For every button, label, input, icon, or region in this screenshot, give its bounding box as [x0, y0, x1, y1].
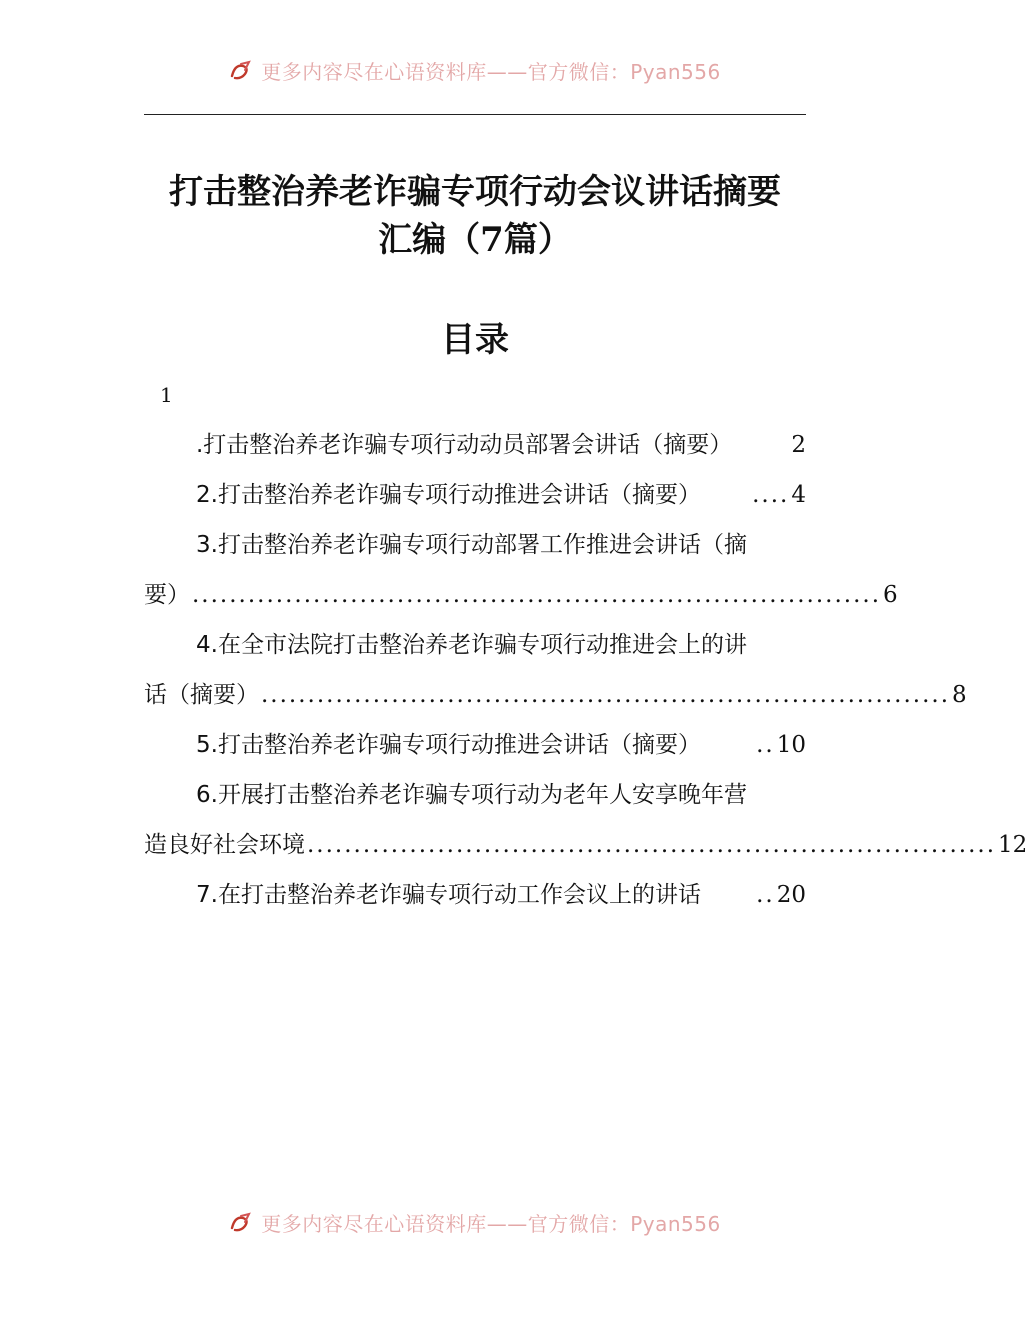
- toc-entry-title-continued: 话（摘要）: [144, 682, 259, 708]
- brand-logo-icon: [229, 1212, 255, 1239]
- title-line-1: 打击整治养老诈骗专项行动会议讲话摘要: [169, 172, 781, 212]
- toc-page-number: 4: [791, 482, 806, 508]
- title-line-2: 汇编（7篇）: [378, 220, 572, 260]
- brand-logo-icon: [229, 60, 255, 87]
- toc-orphan-number: 1: [160, 383, 173, 407]
- toc-entry-title: .打击整治养老诈骗专项行动动员部署会讲话（摘要）: [196, 432, 733, 458]
- toc-entry-6[interactable]: [144, 770, 1027, 870]
- header-rule: [144, 114, 806, 115]
- toc-entry-title: 4.在全市法院打击整治养老诈骗专项行动推进会上的讲: [196, 632, 747, 658]
- document-title: [144, 168, 806, 264]
- toc-leader-dots: ..........................................................................: [261, 682, 951, 708]
- header-watermark: [0, 56, 950, 87]
- toc-page-number: 20: [776, 882, 806, 908]
- toc-entry-title-continued: 造良好社会环境: [144, 832, 305, 858]
- toc-page-number: 6: [883, 582, 898, 608]
- footer-watermark-text: 更多内容尽在心语资料库——官方微信：Pyan556: [261, 1212, 721, 1236]
- toc-entry-1[interactable]: [144, 420, 806, 470]
- toc-leader-dots: ....: [752, 482, 790, 508]
- toc-page-number: 10: [776, 732, 806, 758]
- toc-entry-3[interactable]: [144, 520, 898, 620]
- toc-leader-dots: ..........................................................................: [307, 832, 997, 858]
- table-of-contents: [144, 420, 1027, 920]
- header-watermark-text: 更多内容尽在心语资料库——官方微信：Pyan556: [261, 60, 721, 84]
- toc-heading: 目录: [441, 320, 509, 360]
- toc-leader-dots: ..: [756, 732, 775, 758]
- toc-entry-5[interactable]: [144, 720, 806, 770]
- toc-entry-4[interactable]: [144, 620, 967, 720]
- toc-leader-dots: ..: [756, 882, 775, 908]
- toc-entry-title: 6.开展打击整治养老诈骗专项行动为老年人安享晚年营: [196, 782, 747, 808]
- toc-page-number: 12: [998, 832, 1027, 858]
- toc-entry-title-continued: 要）: [144, 582, 190, 608]
- toc-entry-title: 7.在打击整治养老诈骗专项行动工作会议上的讲话: [196, 882, 701, 908]
- toc-entry-2[interactable]: [144, 470, 806, 520]
- toc-entry-title: 3.打击整治养老诈骗专项行动部署工作推进会讲话（摘: [196, 532, 747, 558]
- toc-page-number: 2: [791, 432, 806, 458]
- toc-entry-title: 5.打击整治养老诈骗专项行动推进会讲话（摘要）: [196, 732, 701, 758]
- toc-leader-dots: ..........................................................................: [192, 582, 882, 608]
- footer-watermark: [0, 1208, 950, 1239]
- toc-entry-7[interactable]: [144, 870, 806, 920]
- toc-page-number: 8: [952, 682, 967, 708]
- toc-entry-title: 2.打击整治养老诈骗专项行动推进会讲话（摘要）: [196, 482, 701, 508]
